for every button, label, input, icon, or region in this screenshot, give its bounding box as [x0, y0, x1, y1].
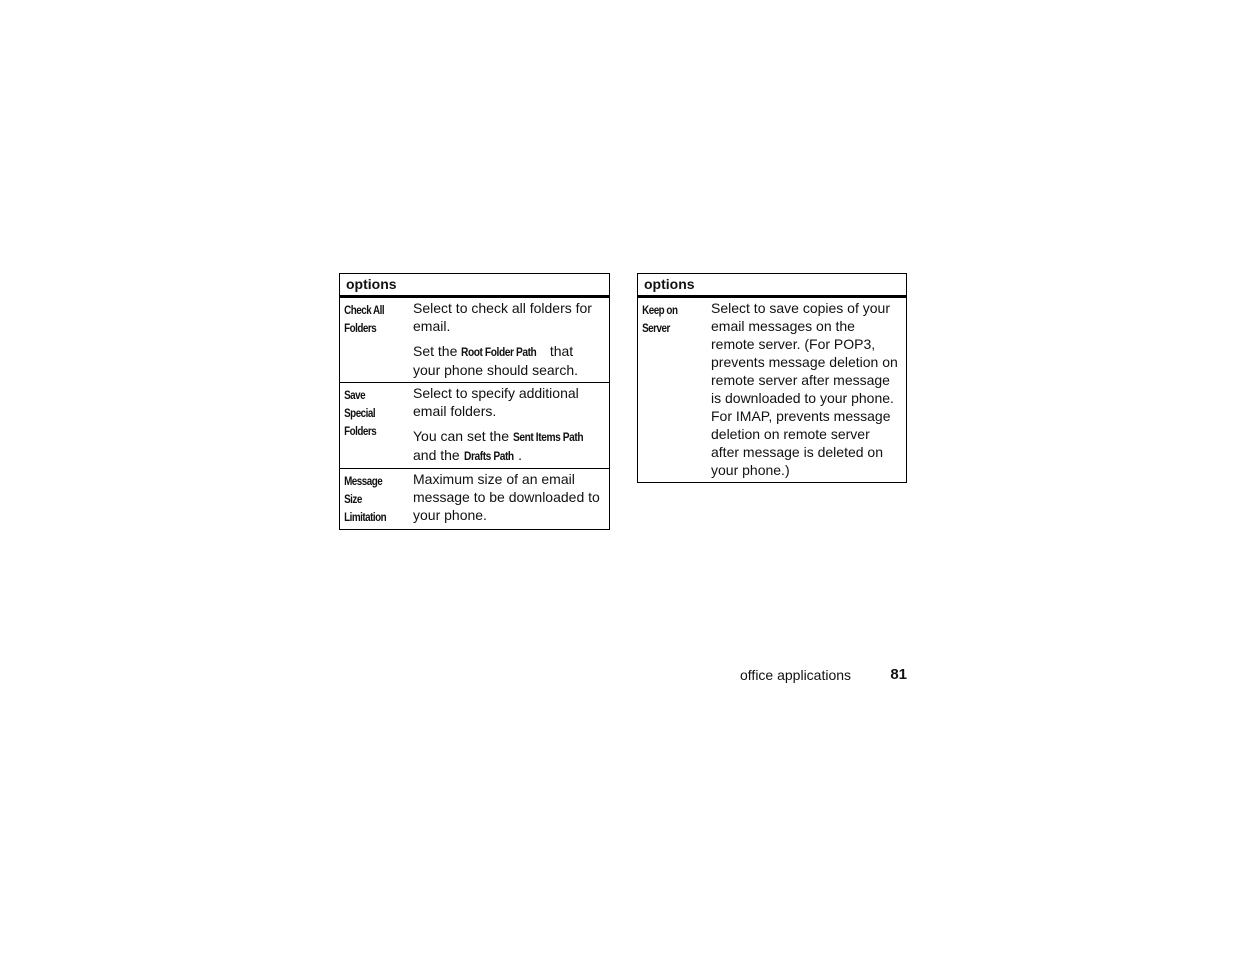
- table-row: [340, 468, 609, 529]
- description-paragraph: Select to check all folders for email.: [413, 300, 592, 334]
- table-row: [340, 382, 609, 468]
- setting-term: Drafts Path: [463, 449, 514, 463]
- option-description: [702, 298, 906, 482]
- page-footer: [740, 665, 907, 685]
- option-description: [404, 383, 609, 468]
- option-description: [404, 469, 609, 529]
- description-paragraph: Maximum size of an email message to be downloaded to your phone.: [413, 471, 600, 523]
- setting-term: Sent Items Path: [512, 430, 584, 444]
- option-name: Message Size Limitation: [344, 474, 387, 524]
- option-description: [404, 298, 609, 382]
- description-paragraph: Select to specify additional email folders.: [413, 385, 579, 419]
- table-row: [340, 298, 609, 382]
- page-number: 81: [890, 666, 907, 683]
- description-paragraph: Set the Root Folder Path that your phone should search.: [413, 343, 578, 378]
- description-paragraph: You can set the Sent Items Path and the Drafts Path .: [413, 428, 584, 463]
- table-header: options: [340, 274, 609, 298]
- table-header: options: [638, 274, 906, 298]
- description-paragraph: Select to save copies of your email messages on the remote server. (For POP3, prevents message deletion on remote server after message is downloaded to your phone. For IMAP, prevents message deletion on remote server after message is deleted on your phone.): [711, 300, 898, 478]
- option-name: Keep on Server: [642, 303, 678, 335]
- section-title: office applications: [740, 667, 852, 683]
- options-table-right: [637, 273, 907, 483]
- setting-term: Root Folder Path: [461, 345, 537, 359]
- option-name: Save Special Folders: [344, 388, 377, 438]
- options-table-left: [339, 273, 610, 530]
- option-name: Check All Folders: [344, 303, 385, 335]
- table-row: [638, 298, 906, 482]
